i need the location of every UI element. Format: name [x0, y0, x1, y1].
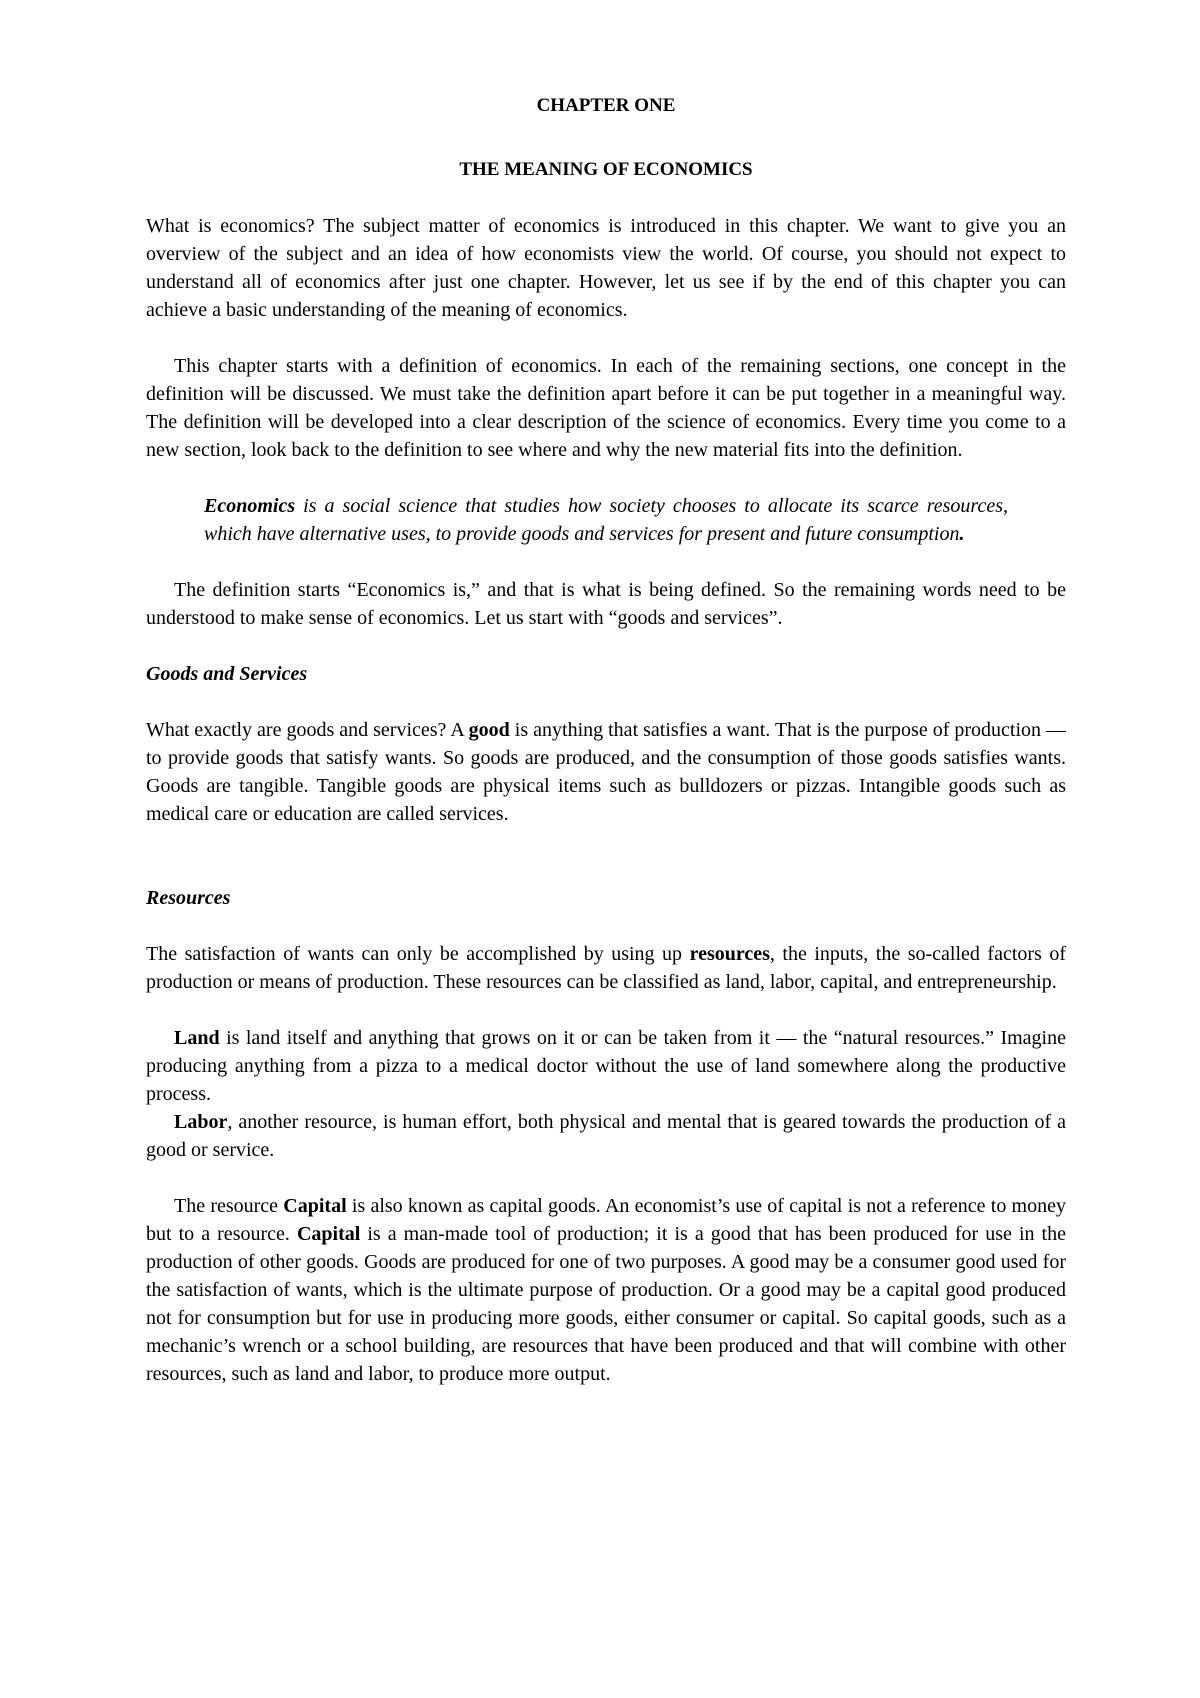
economics-definition	[204, 492, 1008, 548]
capital-text-after: is a man-made tool of production; it is a good that has been produced for use in the production of other goods. Goods are produced for one of two purposes. A good may be a consumer good used for the satisfaction of wants, which is the ultimate purpose of production. Or a good may be a capital good produced not for consumption but for use in producing more goods, either consumer or capital. So capital goods, such as a mechanic’s wrench or a school building, are resources that have been produced and that will combine with other resources, such as land and labor, to produce more output.	[146, 1223, 1066, 1385]
definition-text: is a social science that studies how society chooses to allocate its scarce resources, which have alternative uses, to provide goods and services for present and future consumption	[204, 495, 1008, 545]
definition-end: .	[959, 523, 965, 545]
resources-text-after: , the inputs, the so-called factors of production or means of production. These resources can be classified as land, labor, capital, and entrepreneurship.	[146, 943, 1066, 993]
capital-term: Capital	[283, 1195, 347, 1217]
definition-term: Economics	[204, 495, 296, 517]
goods-text-before: What exactly are goods and services? A	[146, 719, 469, 741]
chapter-title: THE MEANING OF ECONOMICS	[459, 159, 753, 180]
capital-text-before: The resource	[174, 1195, 284, 1217]
resources-paragraph	[146, 940, 1066, 996]
definition-explanation-paragraph: The definition starts “Economics is,” and that is what is being defined. So the remaining words need to be understood to make sense of economics. Let us start with “goods and services”.	[146, 579, 1066, 629]
labor-text: , another resource, is human effort, both physical and mental that is geared towards the production of a good or service.	[146, 1111, 1066, 1161]
section-heading-resources: Resources	[146, 887, 231, 909]
land-text: is land itself and anything that grows on it or can be taken from it — the “natural resources.” Imagine producing anything from a pizza to a medical doctor without the use of land somewhere along the productive process.	[146, 1027, 1066, 1105]
document-page	[146, 78, 1066, 1388]
goods-text-after: is anything that satisfies a want. That is the purpose of production — to provide goods that satisfy wants. So goods are produced, and the consumption of those goods satisfies wants. Goods are tangible. Tangible goods are physical items such as bulldozers or pizzas. Intangible goods such as medical care or education are called services.	[146, 719, 1067, 825]
land-term: Land	[174, 1027, 220, 1049]
labor-paragraph	[146, 1108, 1066, 1164]
chapter-label: CHAPTER ONE	[536, 95, 676, 116]
intro-paragraph-2: This chapter starts with a definition of economics. In each of the remaining sections, one concept in the definition will be discussed. We must take the definition apart before it can be put together in a meaningful way. The definition will be developed into a clear description of the science of economics. Every time you come to a new section, look back to the definition to see where and why the new material fits into the definition.	[146, 355, 1066, 461]
capital-term-2: Capital	[296, 1223, 361, 1245]
good-term: good	[468, 719, 510, 741]
capital-text-mid: is also known as capital goods. An economist’s use of capital is not a reference to money but to a resource.	[146, 1195, 1066, 1245]
resources-term: resources	[689, 943, 770, 965]
capital-paragraph	[146, 1192, 1066, 1388]
land-paragraph	[146, 1024, 1066, 1108]
goods-services-paragraph	[146, 716, 1066, 828]
resources-text-before: The satisfaction of wants can only be accomplished by using up	[146, 943, 690, 965]
intro-paragraph-1: What is economics? The subject matter of economics is introduced in this chapter. We want to give you an overview of the subject and an idea of how economists view the world. Of course, you should not expect to understand all of economics after just one chapter. However, let us see if by the end of this chapter you can achieve a basic understanding of the meaning of economics.	[146, 215, 1066, 321]
labor-term: Labor	[174, 1111, 228, 1133]
section-heading-goods-services: Goods and Services	[146, 663, 308, 685]
